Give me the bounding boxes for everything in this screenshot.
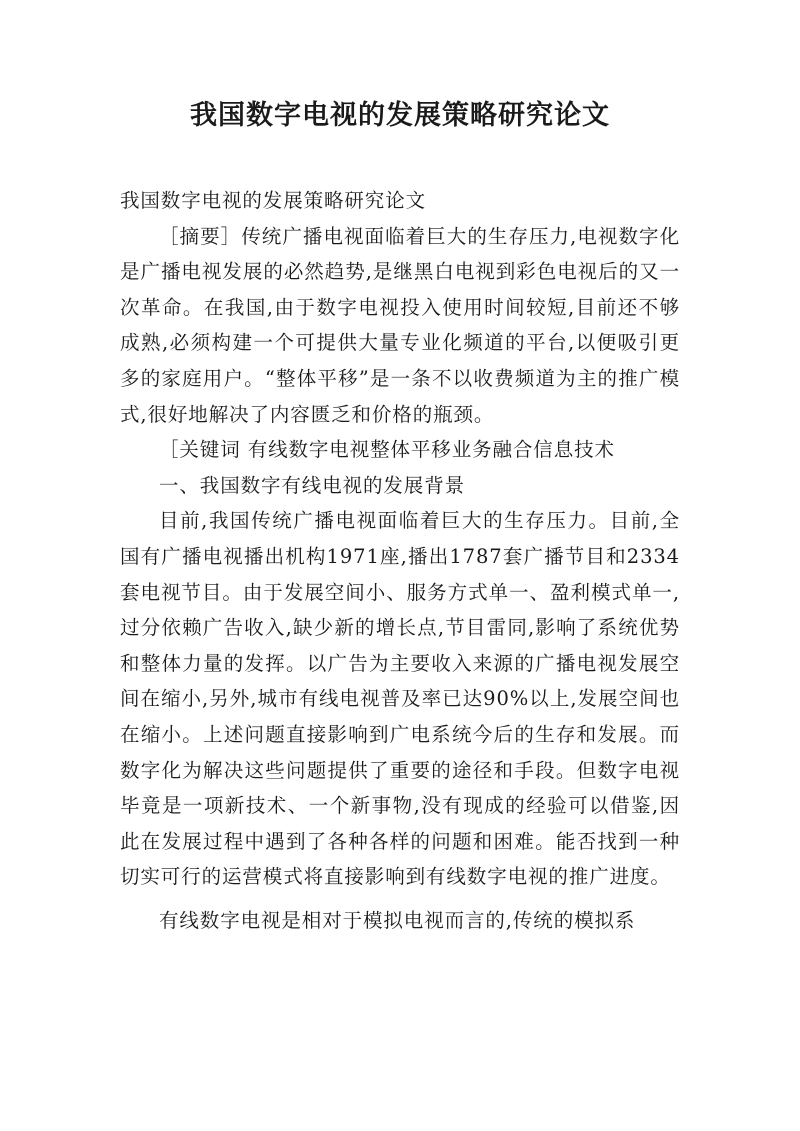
body-paragraph: 目前,我国传统广播电视面临着巨大的生存压力。目前,全国有广播电视播出机构1971座,播出1787套广播节目和2334套电视节目。由于发展空间小、服务方式单一、盈利模式单一,过分依赖广告收入,缺少新的增长点,节目雷同,影响了系统优势和整体力量的发挥。以广告为主要收入来源的广播电视发展空间在缩小,另外,城市有线电视普及率已达90%以上,发展空间也在缩小。上述问题直接影响到广电系统今后的生存和发展。而数字化为解决这些问题提供了重要的途径和手段。但数字电视毕竟是一项新技术、一个新事物,没有现成的经验可以借鉴,因此在发展过程中遇到了各种各样的问题和困难。能否找到一种切实可行的运营模式将直接影响到有线数字电视的推广进度。 (120, 509, 680, 889)
body-paragraph: 有线数字电视是相对于模拟电视而言的,传统的模拟系 (159, 908, 636, 932)
repeated-title: 我国数字电视的发展策略研究论文 (120, 189, 427, 212)
document-title: 我国数字电视的发展策略研究论文 (190, 100, 610, 131)
section-heading: 一、我国数字有线电视的发展背景 (159, 473, 466, 497)
abstract-paragraph: ［摘要］传统广播电视面临着巨大的生存压力,电视数字化是广播电视发展的必然趋势,是继黑白电视到彩色电视后的又一次革命。在我国,由于数字电视投入使用时间较短,目前还不够成熟,必须构建一个可提供大量专业化频道的平台,以便吸引更多的家庭用户。“整体平移”是一条不以收费频道为主的推广模式,很好地解决了内容匮乏和价格的瓶颈。 (120, 224, 680, 426)
document-body (120, 183, 680, 938)
keywords-paragraph: ［关键词 有线数字电视整体平移业务融合信息技术 (159, 438, 615, 462)
